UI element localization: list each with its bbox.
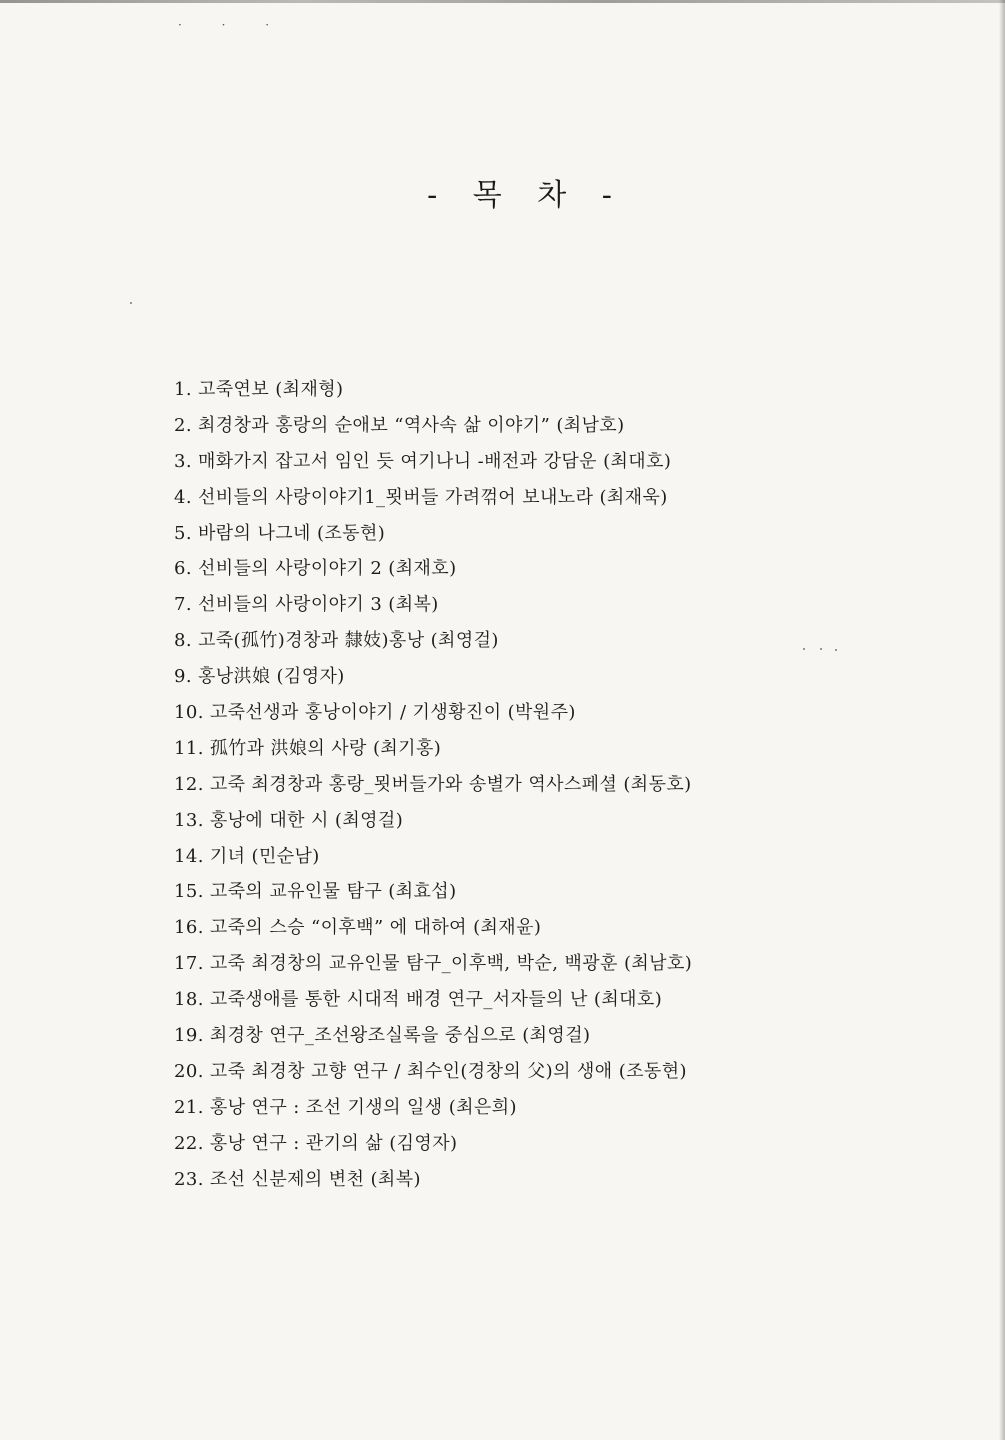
toc-entry-number: 2. (174, 414, 192, 436)
toc-entry (174, 839, 954, 875)
toc-entry-number: 16. (174, 917, 204, 939)
toc-entry (174, 874, 954, 910)
scan-top-edge (0, 0, 1005, 3)
toc-entry (174, 731, 954, 767)
toc-entry-title: 홍낭에 대한 시 (최영걸) (209, 809, 404, 831)
toc-entry-title: 홍낭 연구 : 조선 기생의 일생 (최은희) (209, 1096, 517, 1118)
toc-entry-title: 선비들의 사랑이야기 3 (최복) (197, 594, 439, 616)
toc-entry-number: 12. (174, 773, 204, 795)
toc-entry-number: 10. (174, 702, 204, 724)
toc-entry-number: 5. (174, 522, 192, 544)
toc-entry (174, 1054, 954, 1090)
toc-entry (174, 587, 954, 623)
toc-entry-title: 고죽(孤竹)경창과 隸妓)홍낭 (최영걸) (197, 630, 499, 652)
toc-entry-title: 최경창과 홍랑의 순애보 “역사속 삶 이야기” (최남호) (197, 414, 625, 436)
toc-entry-number: 13. (174, 809, 204, 831)
toc-entry (174, 1090, 954, 1126)
scan-speck (130, 302, 132, 304)
toc-entry-number: 9. (174, 666, 192, 688)
toc-entry-number: 15. (174, 881, 204, 903)
toc-entry (174, 551, 954, 587)
page-title: - 목 차 - (427, 178, 618, 213)
toc-entry (174, 803, 954, 839)
toc-entry-number: 3. (174, 450, 192, 472)
toc-entry-title: 고죽생애를 통한 시대적 배경 연구_서자들의 난 (최대호) (209, 989, 663, 1011)
toc-entry (174, 1018, 954, 1054)
toc-entry-number: 20. (174, 1060, 204, 1082)
toc-entry-title: 고죽의 교유인물 탐구 (최효섭) (209, 881, 457, 903)
toc-entry-number: 6. (174, 558, 192, 580)
toc-entry-number: 17. (174, 953, 204, 975)
toc-entry (174, 1162, 954, 1198)
toc-entry-number: 19. (174, 1025, 204, 1047)
toc-entry-number: 18. (174, 989, 204, 1011)
toc-entry-number: 21. (174, 1096, 204, 1118)
toc-entry-number: 11. (174, 737, 204, 759)
toc-entry-title: 선비들의 사랑이야기1_묏버들 가려꺾어 보내노라 (최재욱) (197, 486, 668, 508)
table-of-contents (174, 372, 954, 1197)
toc-entry-title: 고죽 최경창 고향 연구 / 최수인(경창의 父)의 생애 (조동현) (209, 1060, 687, 1082)
toc-entry (174, 408, 954, 444)
toc-entry-title: 홍낭洪娘 (김영자) (197, 666, 345, 688)
toc-entry (174, 623, 954, 659)
toc-entry (174, 516, 954, 552)
toc-entry-title: 최경창 연구_조선왕조실록을 중심으로 (최영걸) (209, 1025, 591, 1047)
toc-entry-title: 고죽 최경창의 교유인물 탐구_이후백, 박순, 백광훈 (최남호) (209, 953, 693, 975)
toc-entry (174, 695, 954, 731)
toc-entry-title: 기녀 (민순남) (209, 845, 320, 867)
toc-entry-title: 조선 신분제의 변천 (최복) (209, 1168, 421, 1190)
toc-entry-title: 고죽 최경창과 홍랑_묏버들가와 송별가 역사스페셜 (최동호) (209, 773, 692, 795)
toc-entry (174, 910, 954, 946)
toc-entry-number: 23. (174, 1168, 204, 1190)
toc-entry (174, 982, 954, 1018)
toc-entry (174, 372, 954, 408)
toc-entry-number: 22. (174, 1132, 204, 1154)
header-marks: · · · (178, 18, 288, 32)
toc-entry-title: 홍낭 연구 : 관기의 삶 (김영자) (209, 1132, 458, 1154)
toc-entry (174, 946, 954, 982)
toc-entry (174, 480, 954, 516)
toc-entry (174, 767, 954, 803)
toc-entry-number: 1. (174, 379, 192, 400)
scan-right-edge (999, 0, 1005, 1440)
toc-entry-title: 선비들의 사랑이야기 2 (최재호) (197, 558, 457, 580)
toc-entry (174, 1126, 954, 1162)
toc-entry-title: 고죽연보 (최재형) (197, 379, 344, 400)
toc-entry-number: 7. (174, 594, 192, 616)
toc-entry-number: 4. (174, 486, 192, 508)
toc-entry (174, 659, 954, 695)
toc-entry-title: 매화가지 잡고서 임인 듯 여기나니 -배전과 강담운 (최대호) (197, 450, 672, 472)
toc-entry (174, 444, 954, 480)
toc-entry-number: 14. (174, 845, 204, 867)
toc-entry-title: 고죽선생과 홍낭이야기 / 기생황진이 (박원주) (209, 702, 576, 724)
toc-entry-title: 孤竹과 洪娘의 사랑 (최기홍) (209, 737, 442, 759)
toc-entry-title: 바람의 나그네 (조동현) (197, 522, 386, 544)
toc-entry-number: 8. (174, 630, 192, 652)
toc-entry-title: 고죽의 스승 “이후백” 에 대하여 (최재윤) (209, 917, 542, 939)
